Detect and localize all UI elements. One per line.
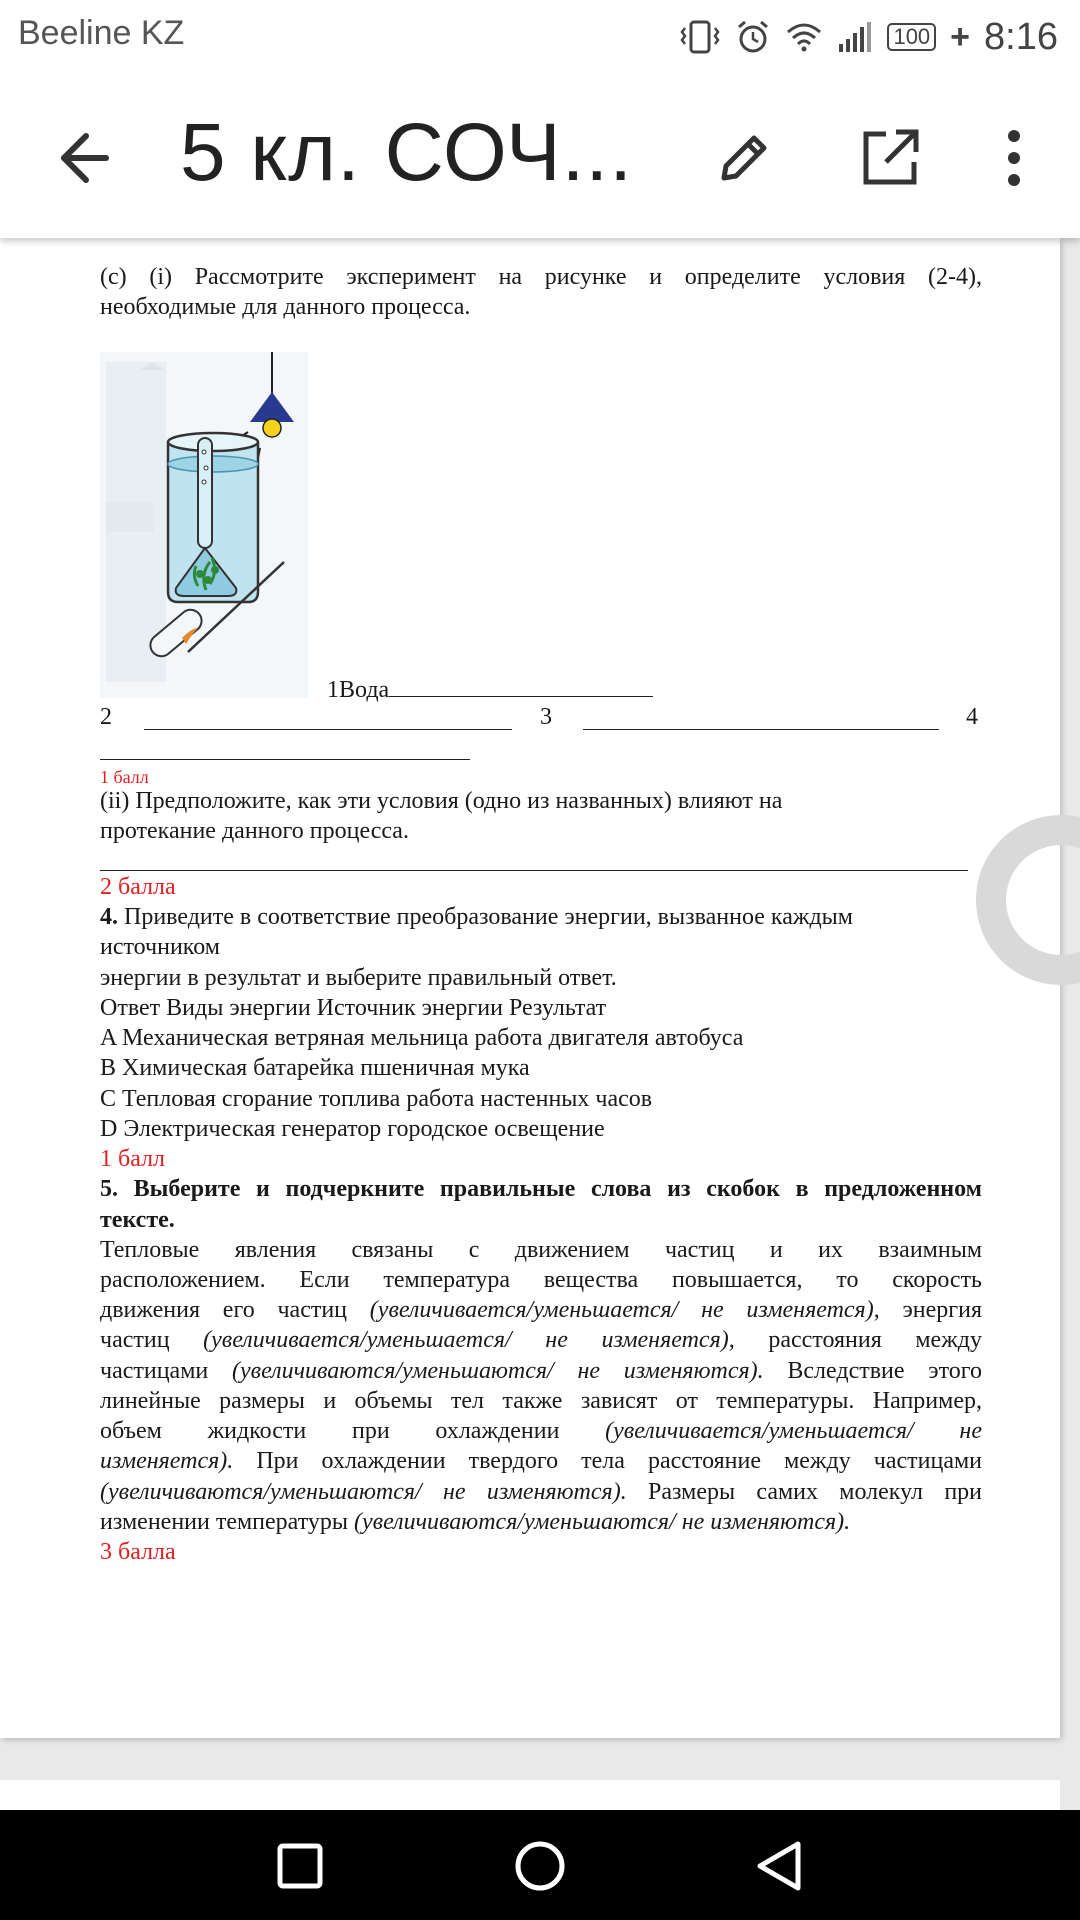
q5-l7a: объем жидкости при охлаждении: [100, 1418, 606, 1444]
clock: 8:16: [984, 15, 1058, 58]
q3c-ii-line2: протекание данного процесса.: [100, 818, 409, 844]
q5-l10b: (увеличиваются/уменьшаются/ не изменяются).: [354, 1509, 851, 1535]
q3c-label3: 3: [540, 704, 552, 730]
q5-l4b: (увеличивается/уменьшается/ не изменяется),: [203, 1327, 735, 1353]
q5-l3a: движения его частиц: [100, 1297, 370, 1323]
q3c-line2: необходимые для данного процесса.: [100, 294, 471, 320]
app-bar: [0, 76, 1080, 238]
status-icons: [679, 12, 1058, 62]
q4-header: Ответ Виды энергии Источник энергии Результат: [100, 995, 607, 1021]
more-vert-icon[interactable]: [1000, 126, 1028, 190]
q5-text-line2: расположением. Если температура вещества повышается, то скорость: [100, 1267, 982, 1293]
q5-l10a: изменении температуры: [100, 1509, 355, 1535]
q5-l4a: частиц: [100, 1327, 204, 1353]
pencil-icon[interactable]: [712, 126, 776, 190]
answer-blank-5[interactable]: [100, 846, 968, 871]
vibrate-icon: [679, 20, 721, 54]
q4-line2: источником: [100, 934, 220, 960]
q5-l3b: (увеличивается/уменьшается/ не изменяется): [369, 1297, 874, 1323]
document-title: 5 кл. СОЧ...: [180, 107, 633, 198]
q4-points: 1 балл: [100, 1146, 166, 1172]
home-circle-icon[interactable]: [512, 1838, 568, 1894]
q5-text-line4: [100, 1325, 982, 1355]
q5-points: 3 балла: [100, 1539, 176, 1565]
q5-text-line7: [100, 1416, 982, 1446]
back-triangle-icon[interactable]: [752, 1838, 808, 1894]
q4-row-a: A Механическая ветряная мельница работа двигателя автобуса: [100, 1025, 744, 1051]
q4-text1: Приведите в соответствие преобразование энергии, вызванное каждым: [118, 904, 853, 930]
q3c-ii-points: 2 балла: [100, 874, 176, 900]
answer-blank-3[interactable]: [583, 705, 939, 730]
next-page-edge: [0, 1780, 1060, 1810]
recents-square-icon[interactable]: [272, 1838, 328, 1894]
q5-title-line2: тексте.: [100, 1207, 175, 1233]
experiment-figure: [100, 352, 308, 698]
q3c-answer1: 1Вода: [327, 677, 390, 703]
scroll-handle[interactable]: [976, 815, 1080, 985]
battery-icon: 100: [887, 23, 936, 51]
q3c-points: 1 балл: [100, 767, 149, 787]
answer-blank-4[interactable]: [100, 735, 470, 760]
navigation-bar: [0, 1810, 1080, 1920]
q3c-label2: 2: [100, 704, 112, 730]
q5-text-line9: [100, 1477, 982, 1507]
q4-line3: энергии в результат и выберите правильный ответ.: [100, 965, 617, 991]
q4-row-d: D Электрическая генератор городское освещение: [100, 1116, 605, 1142]
status-bar: [0, 0, 1080, 76]
q4-row-b: B Химическая батарейка пшеничная мука: [100, 1055, 530, 1081]
answer-blank-1[interactable]: [389, 672, 653, 697]
charging-indicator: +: [950, 17, 971, 56]
arrow-left-icon[interactable]: [54, 128, 114, 188]
q5-text-line1: Тепловые явления связаны с движением частиц и их взаимным: [100, 1237, 982, 1263]
q5-text-line10: [100, 1507, 850, 1537]
q5-l9a: (увеличиваются/уменьшаются/ не изменяются).: [100, 1479, 627, 1505]
q4-number: 4.: [100, 904, 118, 930]
q3c-ii-line1: (ii) Предположите, как эти условия (одно из названных) влияют на: [100, 788, 783, 814]
alarm-icon: [735, 19, 771, 55]
q5-l5a: частицами: [100, 1358, 232, 1384]
q5-text-line6: линейные размеры и объемы тел также зависят от температуры. Например,: [100, 1388, 982, 1414]
q5-text-line3: [100, 1295, 982, 1325]
q5-l7b: (увеличивается/уменьшается/ не: [605, 1418, 982, 1444]
q4-line1: [100, 902, 853, 932]
q5-l8b: При охлаждении твердого тела расстояние между частицами: [233, 1448, 982, 1474]
q5-text-line8: [100, 1446, 982, 1476]
q5-l3c: , энергия: [873, 1297, 982, 1323]
answer-blank-2[interactable]: [144, 705, 512, 730]
q5-l8a: изменяется).: [100, 1448, 234, 1474]
wifi-icon: [785, 22, 823, 52]
q3c-line1: (c) (i) Рассмотрите эксперимент на рисунке и определите условия (2-4),: [100, 264, 982, 290]
q5-l4c: расстояния между: [734, 1327, 982, 1353]
q5-l9b: Размеры самих молекул при: [626, 1479, 983, 1505]
document-page[interactable]: [0, 238, 1060, 1738]
q5-l5b: (увеличиваются/уменьшаются/ не изменяются).: [232, 1358, 764, 1384]
q5-text-line5: [100, 1356, 982, 1386]
q4-row-c: C Тепловая сгорание топлива работа настенных часов: [100, 1086, 653, 1112]
q5-title-line1: 5. Выберите и подчеркните правильные слова из скобок в предложенном: [100, 1176, 982, 1202]
signal-icon: [837, 22, 873, 52]
q3c-answer1-row: [327, 672, 653, 705]
open-external-icon[interactable]: [858, 126, 922, 190]
q3c-label4: 4: [966, 704, 978, 730]
carrier-name: Beeline KZ: [18, 14, 185, 52]
q5-l5c: Вследствие этого: [763, 1358, 983, 1384]
